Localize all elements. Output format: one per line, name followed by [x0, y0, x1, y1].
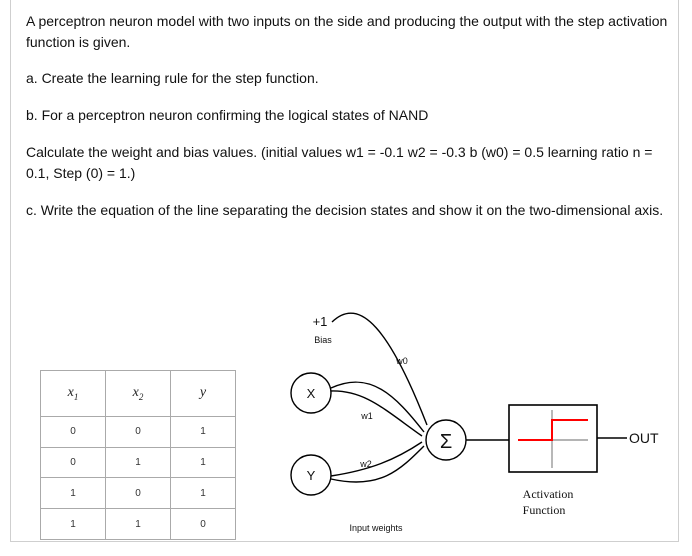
- cell-x1: 0: [41, 416, 106, 447]
- w1-label: w1: [361, 411, 373, 421]
- cell-y: 1: [171, 447, 236, 478]
- bias-label: Bias: [314, 335, 332, 345]
- question-calculate: Calculate the weight and bias values. (initial values w1 = -0.1 w2 = -0.3 b (w0) = 0.5 learning ratio n = 0.1, Step (0) = 1.): [26, 144, 653, 181]
- bias-connection: [332, 313, 427, 425]
- cell-y: 1: [171, 416, 236, 447]
- cell-x2: 1: [106, 509, 171, 540]
- question-part-b: b. For a perceptron neuron confirming the logical states of NAND: [26, 107, 429, 123]
- x-connection-1: [331, 382, 424, 432]
- cell-y: 1: [171, 478, 236, 509]
- y-connection-1: [331, 442, 422, 476]
- w2-label: w2: [360, 459, 372, 469]
- activation-caption-line1: Activation: [522, 487, 574, 501]
- question-intro: A perceptron neuron model with two inputs on the side and producing the output with the step activation function is given.: [26, 13, 668, 50]
- cell-x1: 1: [41, 509, 106, 540]
- header-x2: $x_2$: [106, 371, 171, 417]
- question-part-a: a. Create the learning rule for the step function.: [26, 70, 319, 86]
- w0-label: w0: [396, 356, 408, 366]
- activation-caption-line2: Function: [522, 503, 566, 517]
- header-x1: $x_1$: [41, 371, 106, 417]
- cell-x1: 1: [41, 478, 106, 509]
- input-y-label: Y: [306, 468, 316, 483]
- cell-x2: 0: [106, 416, 171, 447]
- input-x-label: X: [306, 386, 316, 401]
- question-part-c: c. Write the equation of the line separating the decision states and show it on the two-dimensional axis.: [26, 202, 664, 218]
- cell-x2: 1: [106, 447, 171, 478]
- input-weights-caption: Input weights: [349, 523, 403, 533]
- sigma-icon: Σ: [439, 431, 453, 453]
- header-y: y: [171, 371, 236, 417]
- bias-input-label: +1: [312, 314, 328, 329]
- output-label: OUT: [629, 430, 659, 446]
- cell-y: 0: [171, 509, 236, 540]
- cell-x2: 0: [106, 478, 171, 509]
- cell-x1: 0: [41, 447, 106, 478]
